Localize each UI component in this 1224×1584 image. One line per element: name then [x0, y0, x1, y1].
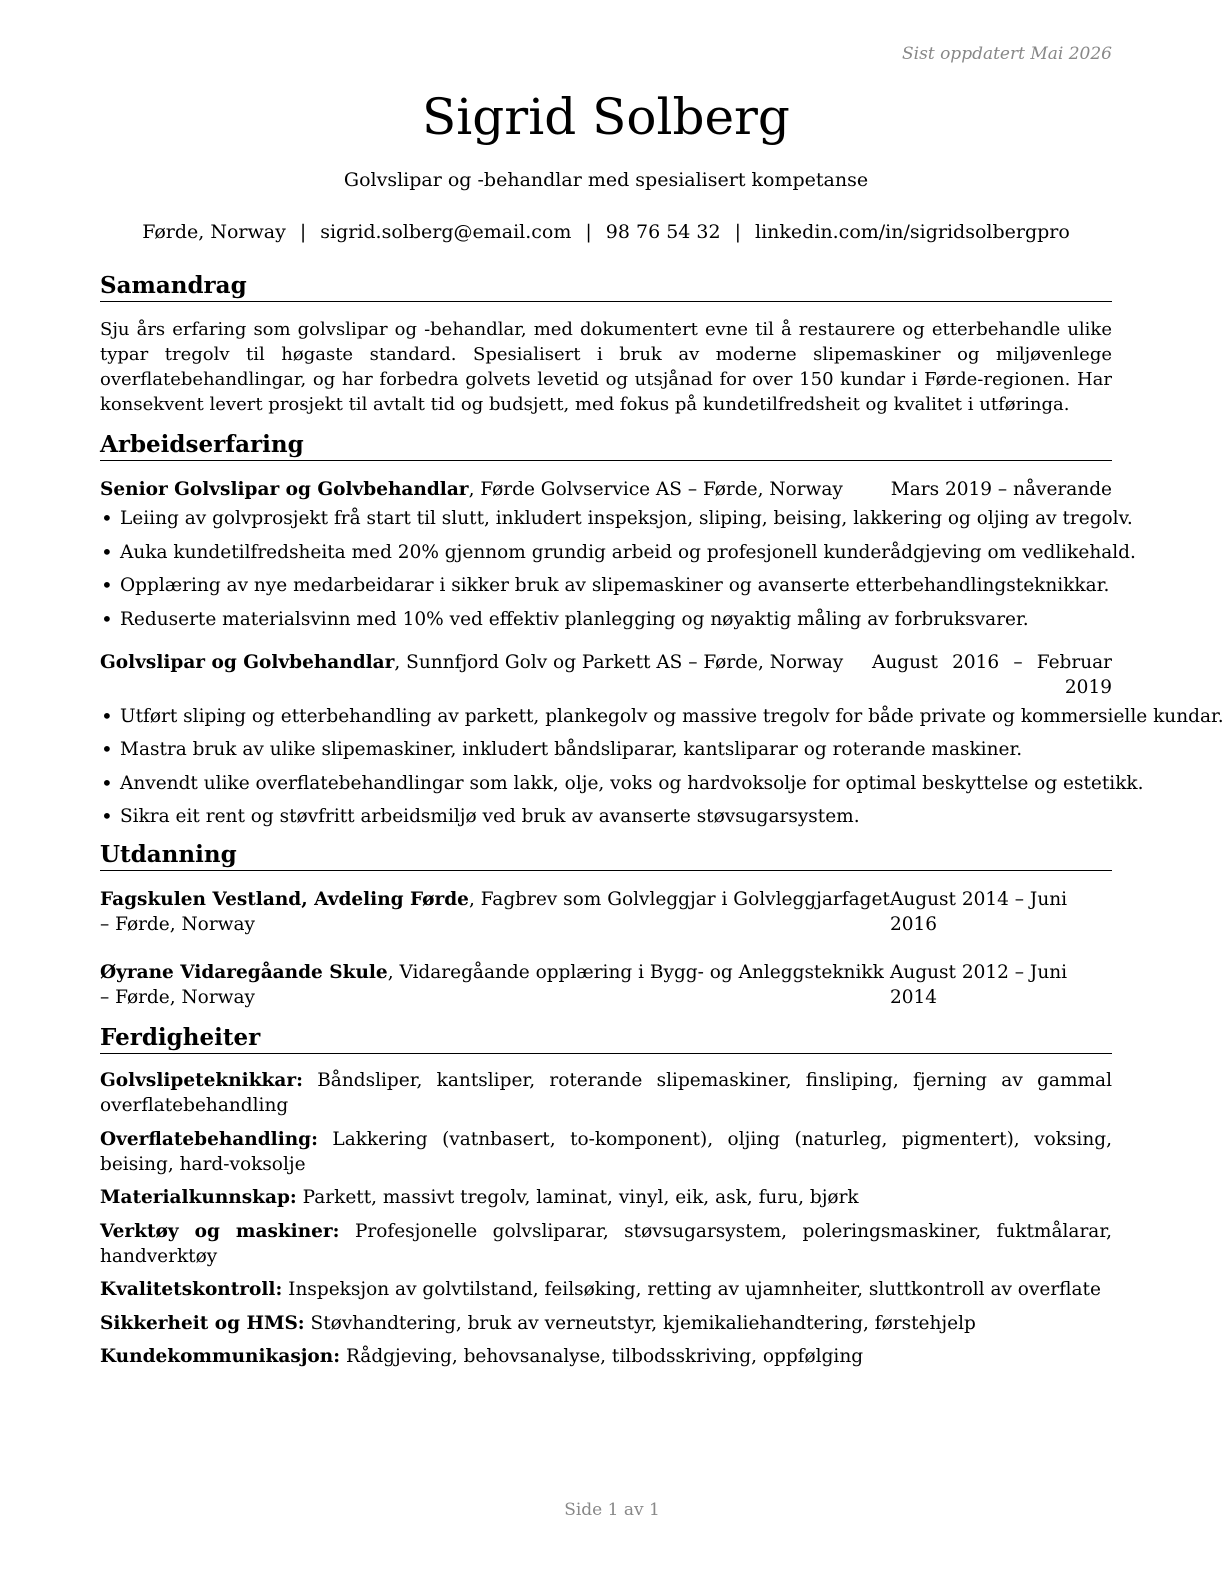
- contact-linkedin[interactable]: linkedin.com/in/sigridsolbergpro: [755, 221, 1070, 243]
- contact-email[interactable]: sigrid.solberg@email.com: [320, 221, 572, 243]
- list-item: • Auka kundetilfredsheita med 20% gjennom grundig arbeid og profesjonell kunderådgjeving om vedlikehald.: [100, 540, 1112, 565]
- job-title-line: [100, 477, 843, 502]
- skill-label: Kvalitetskontroll:: [100, 1279, 283, 1300]
- education-header: [100, 960, 1112, 1010]
- skill-label: Golvslipeteknikkar:: [100, 1070, 303, 1091]
- job-date: Mars 2019 – nåverande: [890, 479, 1112, 500]
- skill-label: Verktøy og maskiner:: [100, 1220, 340, 1242]
- skill-value: Inspeksjon av golvtilstand, feilsøking, retting av ujamnheiter, sluttkontroll av overflate: [282, 1279, 1101, 1300]
- skill-label: Materialkunnskap:: [100, 1187, 297, 1208]
- skill-value: Rådgjeving, behovsanalyse, tilbodsskriving, oppfølging: [340, 1346, 864, 1367]
- list-item: • Opplæring av nye medarbeidarar i sikker bruk av slipemaskiner og avanserte etterbehandlingsteknikkar.: [100, 573, 1112, 598]
- skill-row: [100, 1068, 1112, 1118]
- job-bullets: [100, 704, 1224, 830]
- school-name: Øyrane Vidaregåande Skule: [100, 962, 388, 983]
- list-item: • Anvendt ulike overflatebehandlingar som lakk, olje, voks og hardvoksolje for optimal beskyttelse og estetikk.: [100, 771, 1112, 796]
- education-line: [100, 960, 890, 1010]
- education-entry: [100, 960, 1112, 1010]
- skill-value: Støvhandtering, bruk av verneutstyr, kjemikaliehandtering, førstehjelp: [304, 1312, 976, 1334]
- school-name: Fagskulen Vestland, Avdeling Førde: [100, 889, 469, 910]
- list-item: • Reduserte materialsvinn med 10% ved effektiv planlegging og nøyaktig måling av forbruksvarer.: [100, 607, 1112, 632]
- skill-value: Båndsliper, kantsliper, roterande slipemaskiner, finsliping, fjerning av gammal overflatebehandling: [100, 1070, 1112, 1116]
- tagline: Golvslipar og -behandlar med spesialisert kompetanse: [343, 169, 869, 191]
- skill-label: Sikkerheit og HMS:: [100, 1312, 305, 1334]
- skill-row: [100, 1344, 1112, 1369]
- list-item: • Utført sliping og etterbehandling av parkett, plankegolv og massive tregolv for både private og kommersielle kundar.: [100, 704, 1112, 729]
- skill-row: [100, 1185, 1112, 1210]
- job-title: Senior Golvslipar og Golvbehandlar: [100, 479, 469, 500]
- job-title-line: [100, 650, 843, 675]
- job-title: Golvslipar og Golvbehandlar: [100, 651, 395, 673]
- separator: |: [734, 221, 742, 243]
- skills-list: [100, 1068, 1112, 1369]
- section-title-education: Utdanning: [100, 841, 1112, 871]
- job-bullets: [100, 506, 1136, 632]
- skill-value: Lakkering (vatnbasert, to-komponent), oljing (naturleg, pigmentert), voksing, beising, hard-voksolje: [100, 1128, 1112, 1175]
- candidate-name: Sigrid Solberg: [422, 88, 790, 146]
- job-header: [100, 477, 1112, 502]
- skill-value: Profesjonelle golvsliparar, støvsugarsystem, poleringsmaskiner, fuktmålarar, handverktøy: [100, 1220, 1113, 1267]
- skill-row: [100, 1311, 1112, 1336]
- skill-row: [100, 1127, 1112, 1177]
- skill-label: Overflatebehandling:: [100, 1128, 318, 1150]
- section-title-skills: Ferdigheiter: [100, 1024, 1112, 1054]
- separator: |: [299, 221, 307, 243]
- list-item: • Leiing av golvprosjekt frå start til slutt, inkludert inspeksjon, sliping, beising, lakkering og oljing av tregolv.: [100, 506, 1112, 531]
- list-item: • Mastra bruk av ulike slipemaskiner, inkludert båndsliparar, kantsliparar og roterande maskiner.: [100, 737, 1112, 762]
- education-line: [100, 887, 890, 937]
- education-detail: , Vidaregåande opplæring i Bygg- og Anleggsteknikk – Førde, Norway: [100, 962, 884, 1008]
- job-entry: [100, 650, 1224, 830]
- skill-value: Parkett, massivt tregolv, laminat, vinyl, eik, ask, furu, bjørk: [296, 1187, 859, 1208]
- education-date: August 2012 – Juni 2014: [890, 962, 1068, 1008]
- job-org: , Førde Golvservice AS – Førde, Norway: [468, 479, 843, 500]
- skill-label: Kundekommunikasjon:: [100, 1346, 341, 1367]
- skill-row: [100, 1219, 1112, 1269]
- education-detail: , Fagbrev som Golvleggjar i Golvleggjarfaget – Førde, Norway: [100, 889, 890, 935]
- contact-location: Førde, Norway: [142, 221, 286, 243]
- summary-text: Sju års erfaring som golvslipar og -behandlar, med dokumentert evne til å restaurere og etterbehandle ulike typar tregolv til høgaste standard. Spesialisert i bruk av moderne slipemaskiner og miljøvenlege overflatebehandlingar, og har forbedra golvets levetid og utsjånad for over 150 kundar i Førde-regionen. Har konsekvent levert prosjekt til avtalt tid og budsjett, med fokus på kundetilfredsheit og kvalitet i utføringa.: [100, 319, 1112, 415]
- job-date: August 2016 – Februar 2019: [872, 651, 1112, 698]
- job-entry: [100, 477, 1136, 632]
- page-number: Side 1 av 1: [564, 1500, 660, 1520]
- skill-row: [100, 1277, 1112, 1302]
- job-header: [100, 650, 1112, 700]
- separator: |: [585, 221, 592, 243]
- contact-line: [100, 220, 1112, 244]
- job-org: , Sunnfjord Golv og Parkett AS – Førde, Norway: [394, 651, 844, 673]
- education-entry: [100, 887, 1112, 937]
- last-updated: Sist oppdatert Mai 2026: [902, 44, 1112, 64]
- section-title-experience: Arbeidserfaring: [100, 431, 1112, 461]
- list-item: • Sikra eit rent og støvfritt arbeidsmiljø ved bruk av avanserte støvsugarsystem.: [100, 804, 1112, 829]
- education-date: August 2014 – Juni 2016: [890, 889, 1068, 935]
- contact-phone: 98 76 54 32: [605, 221, 721, 243]
- section-title-summary: Samandrag: [100, 272, 1112, 302]
- education-header: [100, 887, 1112, 937]
